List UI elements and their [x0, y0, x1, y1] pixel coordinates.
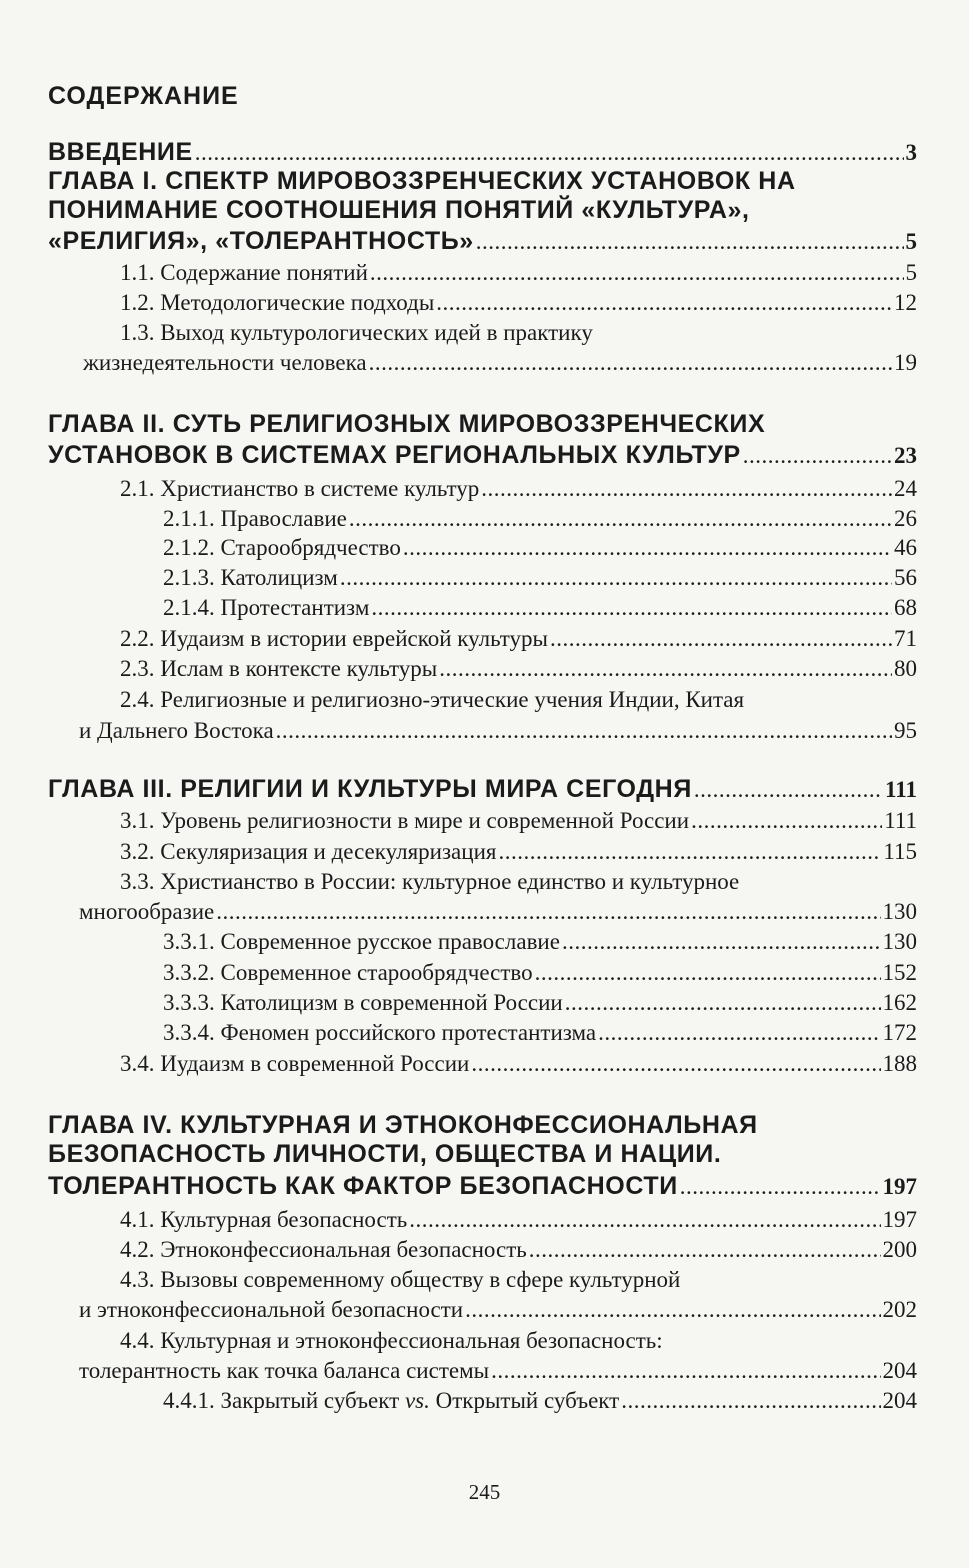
page-ref: 200	[882, 1237, 917, 1262]
page-ref: 5	[905, 260, 917, 285]
toc-entry-3-4: 3.4. Иудаизм в современной России ..... 188	[120, 1049, 917, 1079]
toc-entry-2-4-line1: 2.4. Религиозные и религиозно-этические учения Индии, Китая	[120, 687, 745, 712]
page-number: 245	[468, 1480, 501, 1504]
leader-dots	[371, 593, 892, 623]
leader-dots	[340, 563, 892, 593]
toc-entry-3-3-3: 3.3.3. Католицизм в современной России ..... 162	[163, 988, 917, 1018]
page-ref: 26	[894, 506, 917, 531]
leader-dots	[195, 138, 904, 168]
leader-dots	[465, 1295, 880, 1325]
page-ref: 46	[894, 535, 917, 560]
page-ref: 68	[894, 595, 917, 620]
toc-entry-4-1: 4.1. Культурная безопасность ..... 197	[120, 1205, 917, 1235]
toc-entry-3-3: многообразие ..... 130	[79, 897, 917, 927]
page-ref: 197	[882, 1207, 917, 1232]
leader-dots	[743, 441, 892, 471]
toc-entry-1-3-line1: 1.3. Выход культурологических идей в практику	[120, 320, 593, 345]
toc-entry-chapter-4: ТОЛЕРАНТНОСТЬ КАК ФАКТОР БЕЗОПАСНОСТИ ..... 197	[48, 1171, 917, 1201]
leader-dots	[476, 227, 904, 257]
page-ref: 162	[882, 990, 917, 1015]
toc-entry-3-2: 3.2. Секуляризация и десекуляризация ..... 115	[120, 837, 917, 867]
toc-entry-2-1-2: 2.1.2. Старообрядчество ..... 46	[163, 533, 917, 563]
leader-dots	[621, 1386, 880, 1416]
toc-entry-2-1-4: 2.1.4. Протестантизм ..... 68	[163, 593, 917, 623]
page-ref: 71	[894, 626, 917, 651]
leader-dots	[216, 897, 880, 927]
toc-entry-2-2: 2.2. Иудаизм в истории еврейской культуры ..... 71	[120, 624, 917, 654]
page-ref: 5	[905, 229, 917, 254]
page-ref: 188	[882, 1051, 917, 1076]
page-ref: 115	[883, 839, 917, 864]
page-ref: 172	[882, 1020, 917, 1045]
leader-dots	[550, 624, 892, 654]
leader-dots	[436, 288, 892, 318]
toc-entry-4-3: и этноконфессиональной безопасности ..... 202	[79, 1295, 917, 1325]
leader-dots	[691, 806, 882, 836]
toc-entry-1-1: 1.1. Содержание понятий ..... 5	[120, 258, 917, 288]
leader-dots	[565, 988, 881, 1018]
leader-dots	[439, 654, 892, 684]
page-ref: 204	[882, 1388, 917, 1413]
page-ref: 24	[894, 476, 917, 501]
page-ref: 3	[905, 140, 917, 165]
toc-entry-3-1: 3.1. Уровень религиозности в мире и современной России ..... 111	[120, 806, 917, 836]
toc-entry-2-3: 2.3. Ислам в контексте культуры ..... 80	[120, 654, 917, 684]
toc-entry-chapter-1: «РЕЛИГИЯ», «ТОЛЕРАНТНОСТЬ» ..... 5	[48, 226, 917, 256]
page-ref: 19	[894, 350, 917, 375]
page-ref: 23	[894, 443, 917, 468]
page-ref: 197	[882, 1174, 917, 1199]
leader-dots	[491, 1356, 880, 1386]
page-ref: 130	[882, 899, 917, 924]
leader-dots	[694, 775, 883, 805]
toc-entry-4-3-line1: 4.3. Вызовы современному обществу в сфере культурной	[120, 1267, 681, 1292]
toc-entry-2-1-1: 2.1.1. Православие ..... 26	[163, 504, 917, 534]
toc-entry-chapter-2: УСТАНОВОК В СИСТЕМАХ РЕГИОНАЛЬНЫХ КУЛЬТУР ..... 23	[48, 440, 917, 470]
leader-dots	[529, 1235, 881, 1265]
toc-entry-2-1-3: 2.1.3. Католицизм ..... 56	[163, 563, 917, 593]
toc-entry-3-3-1: 3.3.1. Современное русское православие ..... 130	[163, 927, 917, 957]
toc-entry-1-2: 1.2. Методологические подходы ..... 12	[120, 288, 917, 318]
page-ref: 56	[894, 565, 917, 590]
page-ref: 204	[882, 1358, 917, 1383]
page-ref: 202	[882, 1297, 917, 1322]
page-ref: 111	[884, 808, 917, 833]
page-ref: 111	[885, 777, 917, 802]
page-ref: 152	[882, 960, 917, 985]
toc-entry-3-3-line1: 3.3. Христианство в России: культурное единство и культурное	[120, 869, 740, 894]
chapter-4-heading: ГЛАВА IV. КУЛЬТУРНАЯ И ЭТНОКОНФЕССИОНАЛЬНАЯ БЕЗОПАСНОСТЬ ЛИЧНОСТИ, ОБЩЕСТВА И НАЦИИ.	[48, 1111, 758, 1168]
toc-entry-3-3-4: 3.3.4. Феномен российского протестантизма ..... 172	[163, 1018, 917, 1048]
leader-dots	[680, 1172, 881, 1202]
toc-entry-4-4: толерантность как точка баланса системы ..... 204	[79, 1356, 917, 1386]
leader-dots	[369, 348, 892, 378]
toc-entry-2-4: и Дальнего Востока ..... 95	[79, 716, 917, 746]
page-ref: 80	[894, 656, 917, 681]
toc-entry-4-4-line1: 4.4. Культурная и этноконфессиональная безопасность:	[120, 1328, 663, 1353]
toc-entry-intro: ВВЕДЕНИЕ ..... 3	[48, 137, 917, 167]
toc-entry-4-4-1: 4.4.1. Закрытый субъект vs. Открытый субъект ..... 204	[163, 1386, 917, 1416]
leader-dots	[349, 504, 892, 534]
chapter-2-heading: ГЛАВА II. СУТЬ РЕЛИГИОЗНЫХ МИРОВОЗЗРЕНЧЕСКИХ	[48, 410, 766, 438]
page-ref: 12	[894, 290, 917, 315]
leader-dots	[598, 1018, 880, 1048]
leader-dots	[403, 533, 892, 563]
toc-entry-4-2: 4.2. Этноконфессиональная безопасность ..... 200	[120, 1235, 917, 1265]
page-ref: 95	[894, 718, 917, 743]
toc-entry-chapter-3: ГЛАВА III. РЕЛИГИИ И КУЛЬТУРЫ МИРА СЕГОДНЯ ..... 111	[48, 774, 917, 804]
chapter-1-heading: ГЛАВА I. СПЕКТР МИРОВОЗЗРЕНЧЕСКИХ УСТАНОВОК НА ПОНИМАНИЕ СООТНОШЕНИЯ ПОНЯТИЙ «КУЛЬТУРА»,	[48, 167, 796, 224]
leader-dots	[535, 958, 881, 988]
leader-dots	[481, 474, 892, 504]
toc-title: СОДЕРЖАНИЕ	[48, 82, 239, 110]
toc-entry-2-1: 2.1. Христианство в системе культур ..... 24	[120, 474, 917, 504]
page-ref: 130	[882, 929, 917, 954]
toc-entry-3-3-2: 3.3.2. Современное старообрядчество ..... 152	[163, 958, 917, 988]
leader-dots	[409, 1205, 880, 1235]
toc-entry-1-3: жизнедеятельности человека ..... 19	[83, 348, 917, 378]
leader-dots	[471, 1049, 880, 1079]
leader-dots	[562, 927, 881, 957]
leader-dots	[498, 837, 881, 867]
leader-dots	[370, 258, 904, 288]
leader-dots	[276, 716, 892, 746]
